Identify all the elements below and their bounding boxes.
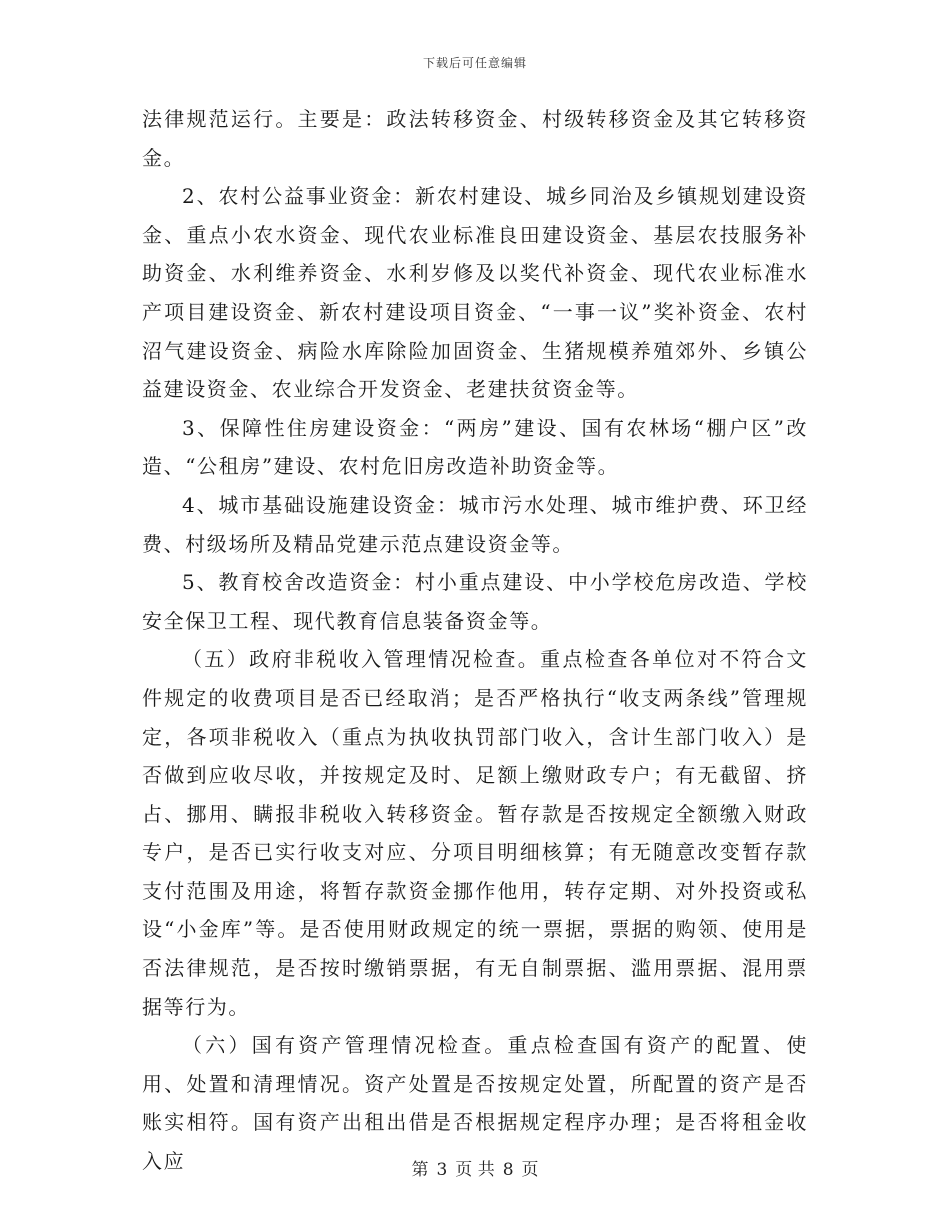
footer-suffix: 页 bbox=[521, 1160, 539, 1180]
document-body bbox=[142, 100, 808, 1181]
footer-page-number: 3 bbox=[436, 1160, 448, 1180]
paragraph-item-3: 3、保障性住房建设资金：“两房”建设、国有农林场“棚户区”改造、“公租房”建设、农村危旧房改造补助资金等。 bbox=[142, 415, 808, 479]
page-header-note: 下载后可任意编辑 bbox=[422, 56, 527, 70]
paragraph-section-6: （六）国有资产管理情况检查。重点检查国有资产的配置、使用、处置和清理情况。资产处置是否按规定处置，所配置的资产是否账实相符。国有资产出租出借是否根据规定程序办理；是否将租金收入应 bbox=[142, 1033, 808, 1174]
paragraph-item-2: 2、农村公益事业资金：新农村建设、城乡同治及乡镇规划建设资金、重点小农水资金、现代农业标准良田建设资金、基层农技服务补助资金、水利维养资金、水利岁修及以奖代补资金、现代农业标准水产项目建设资金、新农村建设项目资金、“一事一议”奖补资金、农村沼气建设资金、病险水库除险加固资金、生猪规模养殖郊外、乡镇公益建设资金、农业综合开发资金、老建扶贫资金等。 bbox=[142, 184, 808, 402]
page-footer bbox=[0, 1155, 950, 1180]
paragraph-section-5: （五）政府非税收入管理情况检查。重点检查各单位对不符合文件规定的收费项目是否已经取消；是否严格执行“收支两条线”管理规定，各项非税收入（重点为执收执罚部门收入，含计生部门收入）是否做到应收尽收，并按规定及时、足额上缴财政专户；有无截留、挤占、挪用、瞒报非税收入转移资金。暂存款是否按规定全额缴入财政专户，是否已实行收支对应、分项目明细核算；有无随意改变暂存款支付范围及用途，将暂存款资金挪作他用，转存定期、对外投资或私设“小金库”等。是否使用财政规定的统一票据，票据的购领、使用是否法律规范，是否按时缴销票据，有无自制票据、滥用票据、混用票据等行为。 bbox=[142, 647, 808, 1019]
footer-prefix: 第 bbox=[411, 1160, 429, 1180]
footer-middle: 页 共 bbox=[455, 1160, 495, 1180]
footer-total-pages: 8 bbox=[502, 1160, 514, 1180]
paragraph-item-4: 4、城市基础设施建设资金：城市污水处理、城市维护费、环卫经费、村级场所及精品党建示范点建设资金等。 bbox=[142, 492, 808, 556]
paragraph-item-5: 5、教育校舍改造资金：村小重点建设、中小学校危房改造、学校安全保卫工程、现代教育信息装备资金等。 bbox=[142, 570, 808, 633]
paragraph-continuation: 法律规范运行。主要是：政法转移资金、村级转移资金及其它转移资金。 bbox=[142, 107, 808, 170]
